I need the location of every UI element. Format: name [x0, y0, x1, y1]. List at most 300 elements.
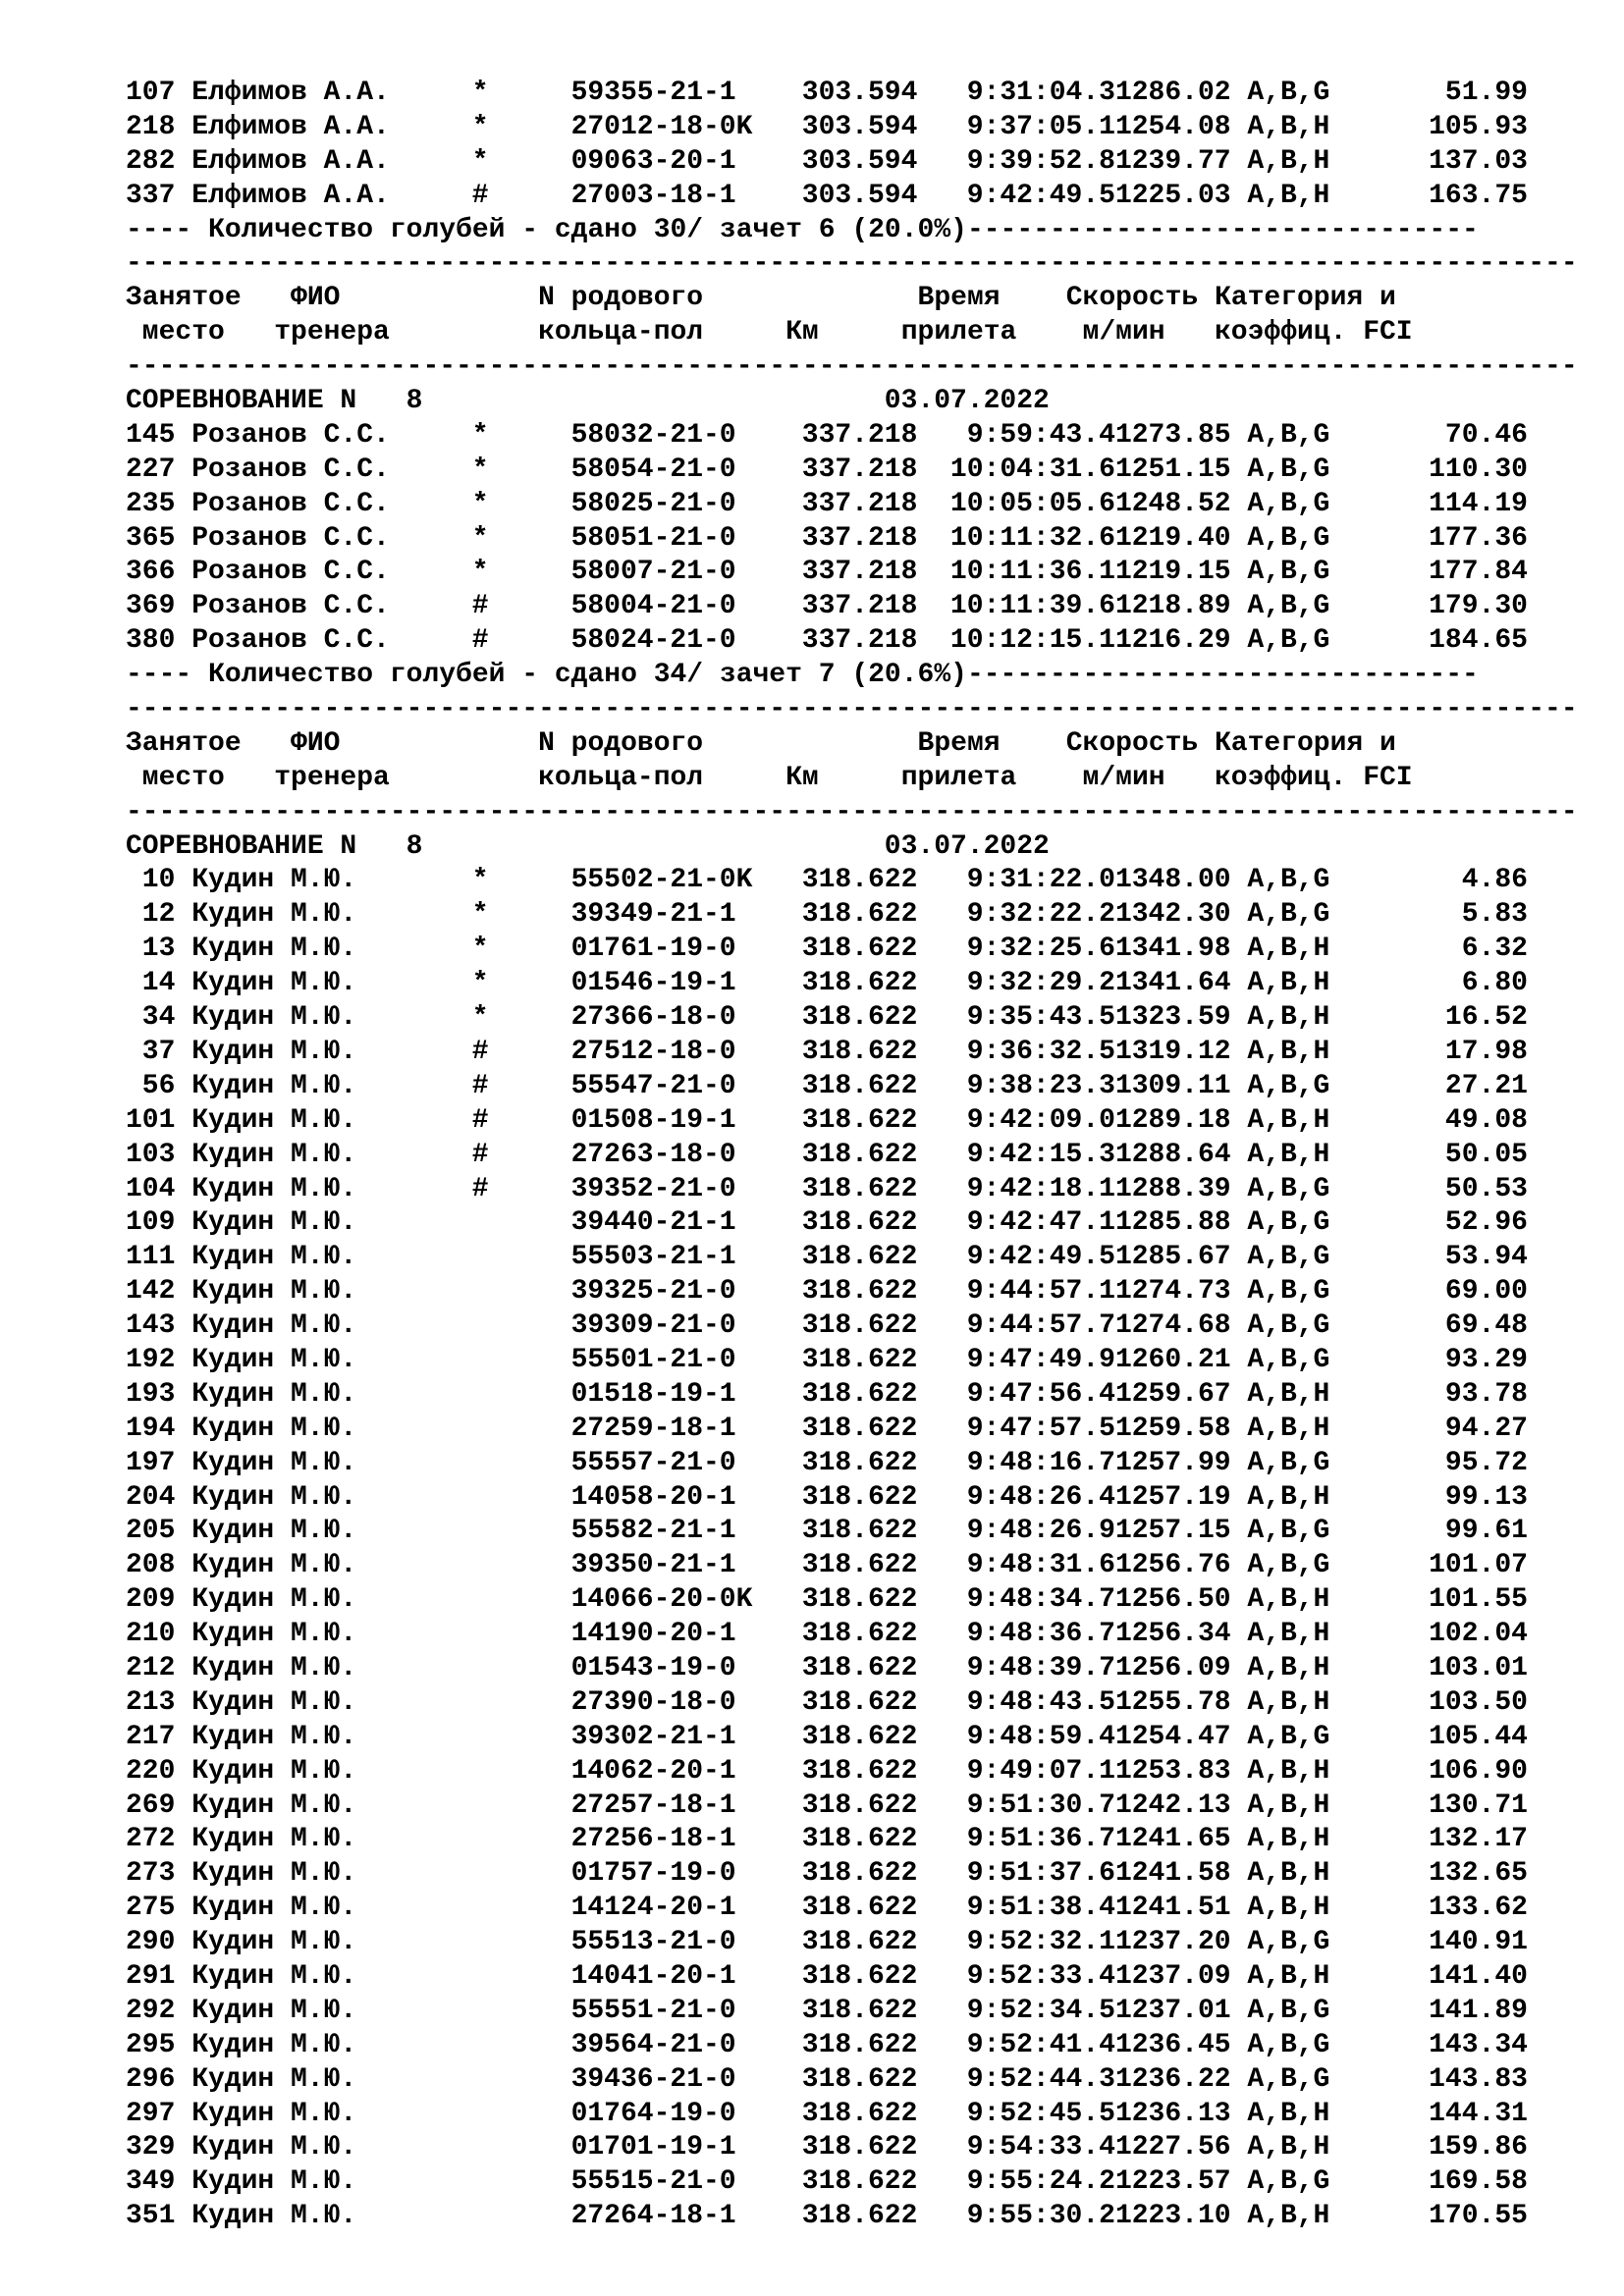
- fci-cell: 4.86: [1461, 865, 1528, 896]
- trainer-name-cell: Кудин М.Ю.: [191, 2029, 357, 2060]
- speed-cell: 1225.03: [1114, 180, 1231, 211]
- arrival-time-cell: 9:55:24.2: [966, 2166, 1115, 2198]
- place-cell: 103: [126, 1139, 176, 1170]
- speed-cell: 1259.58: [1114, 1413, 1231, 1444]
- place-cell: 275: [126, 1893, 176, 1924]
- fci-cell: 50.05: [1444, 1139, 1528, 1170]
- distance-cell: 318.622: [801, 2132, 918, 2163]
- trainer-name-cell: Кудин М.Ю.: [191, 1070, 357, 1101]
- speed-cell: 1251.15: [1114, 454, 1231, 485]
- table-row: [126, 145, 1598, 180]
- speed-cell: 1285.67: [1114, 1242, 1231, 1273]
- place-cell: 209: [126, 1584, 176, 1616]
- category-value: A,B,G: [1247, 1516, 1330, 1547]
- place-cell: 204: [126, 1481, 176, 1513]
- speed-cell: 1237.09: [1114, 1960, 1231, 1992]
- table-row: [126, 1926, 1598, 1960]
- distance-cell: 318.622: [801, 1207, 918, 1239]
- arrival-time-cell: 9:42:49.5: [966, 1242, 1115, 1273]
- trainer-name-cell: Кудин М.Ю.: [191, 1927, 357, 1958]
- speed-cell: 1254.08: [1114, 111, 1231, 142]
- place-cell: 13: [141, 934, 176, 965]
- speed-cell: 1256.09: [1114, 1652, 1231, 1683]
- distance-cell: 318.622: [801, 1002, 918, 1034]
- flag-cell: *: [471, 111, 489, 142]
- trainer-name-cell: Кудин М.Ю.: [191, 968, 357, 999]
- ring-number-cell: 09063-20-1: [570, 145, 736, 177]
- table-row: [126, 624, 1598, 659]
- competition-date: 03.07.2022: [884, 830, 1050, 862]
- table-row: [126, 2029, 1598, 2063]
- distance-cell: 318.622: [801, 1378, 918, 1410]
- category-cell: [1231, 2063, 1363, 2098]
- trainer-name-cell: Кудин М.Ю.: [191, 1036, 357, 1067]
- arrival-time-cell: 9:48:59.4: [966, 1721, 1115, 1752]
- category-cell: [1231, 454, 1363, 488]
- ring-number-cell: 14066-20-0K: [570, 1584, 753, 1616]
- arrival-time-cell: 9:52:44.3: [966, 2063, 1115, 2095]
- competition-date: 03.07.2022: [884, 386, 1050, 417]
- category-value: A,B,G: [1247, 1070, 1330, 1101]
- speed-cell: 1219.40: [1114, 522, 1231, 554]
- column-header-row-1: Занятое ФИО N родового Время Скорость Категория и: [126, 283, 1396, 314]
- table-row: [126, 454, 1598, 488]
- trainer-name-cell: Кудин М.Ю.: [191, 2201, 357, 2232]
- fci-cell: 177.84: [1429, 557, 1528, 588]
- category-cell: [1231, 1755, 1363, 1789]
- place-cell: 380: [126, 625, 176, 657]
- distance-cell: 318.622: [801, 1584, 918, 1616]
- flag-cell: *: [471, 145, 489, 177]
- fci-cell: 105.93: [1429, 111, 1528, 142]
- arrival-time-cell: 9:52:34.5: [966, 1995, 1115, 2026]
- category-cell: [1231, 590, 1363, 624]
- fci-cell: 170.55: [1429, 2201, 1528, 2232]
- place-cell: 329: [126, 2132, 176, 2163]
- category-cell: [1231, 1652, 1363, 1686]
- place-cell: 212: [126, 1652, 176, 1683]
- table-row: [126, 1413, 1598, 1447]
- arrival-time-cell: 9:38:23.3: [966, 1070, 1115, 1101]
- fci-cell: 95.72: [1444, 1447, 1528, 1478]
- table-row: [126, 1481, 1598, 1516]
- fci-cell: 103.01: [1429, 1652, 1528, 1683]
- category-value: A,B,G: [1247, 625, 1330, 657]
- trainer-name-cell: Кудин М.Ю.: [191, 1652, 357, 1683]
- place-cell: 290: [126, 1927, 176, 1958]
- arrival-time-cell: 9:52:45.5: [966, 2098, 1115, 2129]
- trainer-name-cell: Кудин М.Ю.: [191, 1207, 357, 1239]
- category-value: A,B,H: [1247, 1652, 1330, 1683]
- ring-number-cell: 39564-21-0: [570, 2029, 736, 2060]
- place-cell: 366: [126, 557, 176, 588]
- arrival-time-cell: 9:47:49.9: [966, 1344, 1115, 1375]
- arrival-time-cell: 9:42:18.1: [966, 1173, 1115, 1204]
- speed-cell: 1341.64: [1114, 968, 1231, 999]
- table-row: [126, 1344, 1598, 1378]
- place-cell: 269: [126, 1789, 176, 1821]
- table-row: [126, 1275, 1598, 1309]
- place-cell: 194: [126, 1413, 176, 1444]
- speed-cell: 1242.13: [1114, 1789, 1231, 1821]
- place-cell: 272: [126, 1824, 176, 1855]
- speed-cell: 1227.56: [1114, 2132, 1231, 2163]
- trainer-name-cell: Кудин М.Ю.: [191, 1481, 357, 1513]
- speed-cell: 1236.22: [1114, 2063, 1231, 2095]
- ring-number-cell: 39302-21-1: [570, 1721, 736, 1752]
- category-cell: [1231, 145, 1363, 180]
- fci-cell: 69.48: [1444, 1310, 1528, 1342]
- category-cell: [1231, 1789, 1363, 1824]
- ring-number-cell: 55503-21-1: [570, 1242, 736, 1273]
- arrival-time-cell: 9:51:36.7: [966, 1824, 1115, 1855]
- trainer-name-cell: Кудин М.Ю.: [191, 2098, 357, 2129]
- table-row: [126, 1618, 1598, 1652]
- place-cell: 208: [126, 1550, 176, 1581]
- speed-cell: 1223.57: [1114, 2166, 1231, 2198]
- arrival-time-cell: 10:05:05.6: [949, 488, 1115, 519]
- flag-cell: #: [471, 1104, 489, 1136]
- speed-cell: 1241.51: [1114, 1893, 1231, 1924]
- results-document: [126, 77, 1598, 2234]
- arrival-time-cell: 10:11:32.6: [949, 522, 1115, 554]
- category-cell: [1231, 1686, 1363, 1721]
- arrival-time-cell: 9:39:52.8: [966, 145, 1115, 177]
- table-row: [126, 967, 1598, 1001]
- speed-cell: 1256.50: [1114, 1584, 1231, 1616]
- table-row: [126, 556, 1598, 590]
- speed-cell: 1273.85: [1114, 419, 1231, 451]
- category-cell: [1231, 111, 1363, 145]
- place-cell: 291: [126, 1960, 176, 1992]
- category-cell: [1231, 488, 1363, 522]
- place-cell: 104: [126, 1173, 176, 1204]
- fci-cell: 105.44: [1429, 1721, 1528, 1752]
- distance-cell: 318.622: [801, 1344, 918, 1375]
- separator-dashes: ----------------------------------------------------------------------------------------: [126, 351, 1578, 383]
- arrival-time-cell: 9:48:34.7: [966, 1584, 1115, 1616]
- arrival-time-cell: 9:42:49.5: [966, 180, 1115, 211]
- distance-cell: 337.218: [801, 591, 918, 622]
- flag-cell: #: [471, 1173, 489, 1204]
- ring-number-cell: 14190-20-1: [570, 1619, 736, 1650]
- fci-cell: 130.71: [1429, 1789, 1528, 1821]
- trainer-name-cell: Розанов С.С.: [191, 454, 390, 485]
- arrival-time-cell: 10:11:39.6: [949, 591, 1115, 622]
- place-cell: 217: [126, 1721, 176, 1752]
- arrival-time-cell: 9:48:26.4: [966, 1481, 1115, 1513]
- place-cell: 37: [141, 1036, 176, 1067]
- place-cell: 282: [126, 145, 176, 177]
- column-header-row-2: место тренера кольца-пол Км прилета м/мин коэффиц. FCI: [126, 762, 1413, 793]
- category-value: A,B,H: [1247, 934, 1330, 965]
- place-cell: 111: [126, 1242, 176, 1273]
- trainer-name-cell: Кудин М.Ю.: [191, 2166, 357, 2198]
- distance-cell: 318.622: [801, 1824, 918, 1855]
- place-cell: 218: [126, 111, 176, 142]
- arrival-time-cell: 9:36:32.5: [966, 1036, 1115, 1067]
- arrival-time-cell: 9:48:43.5: [966, 1686, 1115, 1718]
- trainer-name-cell: Кудин М.Ю.: [191, 1413, 357, 1444]
- category-value: A,B,G: [1247, 1344, 1330, 1375]
- ring-number-cell: 27003-18-1: [570, 180, 736, 211]
- distance-cell: 318.622: [801, 1242, 918, 1273]
- fci-cell: 163.75: [1429, 180, 1528, 211]
- trainer-name-cell: Кудин М.Ю.: [191, 1789, 357, 1821]
- table-row: [126, 1823, 1598, 1857]
- distance-cell: 318.622: [801, 1652, 918, 1683]
- speed-cell: 1237.01: [1114, 1995, 1231, 2026]
- distance-cell: 318.622: [801, 1173, 918, 1204]
- speed-cell: 1257.19: [1114, 1481, 1231, 1513]
- ring-number-cell: 39325-21-0: [570, 1276, 736, 1308]
- speed-cell: 1323.59: [1114, 1002, 1231, 1034]
- arrival-time-cell: 9:51:30.7: [966, 1789, 1115, 1821]
- category-cell: [1231, 864, 1363, 898]
- distance-cell: 318.622: [801, 899, 918, 931]
- category-value: A,B,H: [1247, 1824, 1330, 1855]
- category-cell: [1231, 1583, 1363, 1618]
- category-cell: [1231, 1926, 1363, 1960]
- table-row: [126, 1173, 1598, 1207]
- fci-cell: 103.50: [1429, 1686, 1528, 1718]
- distance-cell: 318.622: [801, 1310, 918, 1342]
- distance-cell: 318.622: [801, 1276, 918, 1308]
- category-value: A,B,G: [1247, 2166, 1330, 2198]
- ring-number-cell: 39436-21-0: [570, 2063, 736, 2095]
- competition-heading: [126, 385, 1598, 419]
- fci-cell: 137.03: [1429, 145, 1528, 177]
- ring-number-cell: 55551-21-0: [570, 1995, 736, 2026]
- table-row: [126, 180, 1598, 214]
- fci-cell: 140.91: [1429, 1927, 1528, 1958]
- table-row: [126, 522, 1598, 557]
- speed-cell: 1219.15: [1114, 557, 1231, 588]
- arrival-time-cell: 10:12:15.1: [949, 625, 1115, 657]
- arrival-time-cell: 9:48:26.9: [966, 1516, 1115, 1547]
- speed-cell: 1237.20: [1114, 1927, 1231, 1958]
- category-cell: [1231, 419, 1363, 454]
- ring-number-cell: 39350-21-1: [570, 1550, 736, 1581]
- fci-cell: 6.32: [1461, 934, 1528, 965]
- fci-cell: 93.78: [1444, 1378, 1528, 1410]
- table-row: [126, 864, 1598, 898]
- trainer-name-cell: Кудин М.Ю.: [191, 934, 357, 965]
- fci-cell: 50.53: [1444, 1173, 1528, 1204]
- category-cell: [1231, 1309, 1363, 1344]
- trainer-name-cell: Кудин М.Ю.: [191, 899, 357, 931]
- category-cell: [1231, 1549, 1363, 1583]
- place-cell: 145: [126, 419, 176, 451]
- speed-cell: 1260.21: [1114, 1344, 1231, 1375]
- trainer-name-cell: Кудин М.Ю.: [191, 1139, 357, 1170]
- place-cell: 107: [126, 78, 176, 108]
- arrival-time-cell: 9:44:57.1: [966, 1276, 1115, 1308]
- category-cell: [1231, 1515, 1363, 1549]
- flag-cell: #: [471, 591, 489, 622]
- ring-number-cell: 27012-18-0K: [570, 111, 753, 142]
- table-row: [126, 1652, 1598, 1686]
- flag-cell: #: [471, 1070, 489, 1101]
- trainer-name-cell: Кудин М.Ю.: [191, 1858, 357, 1890]
- trainer-name-cell: Кудин М.Ю.: [191, 1995, 357, 2026]
- category-cell: [1231, 1139, 1363, 1173]
- fci-cell: 69.00: [1444, 1276, 1528, 1308]
- table-row: [126, 1583, 1598, 1618]
- speed-cell: 1236.45: [1114, 2029, 1231, 2060]
- distance-cell: 337.218: [801, 419, 918, 451]
- arrival-time-cell: 9:51:37.6: [966, 1858, 1115, 1890]
- table-row: [126, 1960, 1598, 1995]
- arrival-time-cell: 9:59:43.4: [966, 419, 1115, 451]
- table-row: [126, 1549, 1598, 1583]
- trainer-name-cell: Кудин М.Ю.: [191, 1550, 357, 1581]
- table-row: [126, 1104, 1598, 1139]
- separator-line: [126, 693, 1598, 727]
- category-value: A,B,G: [1247, 1447, 1330, 1478]
- category-value: A,B,G: [1247, 2029, 1330, 2060]
- table-row: [126, 1857, 1598, 1892]
- trainer-name-cell: Кудин М.Ю.: [191, 1721, 357, 1752]
- distance-cell: 318.622: [801, 1447, 918, 1478]
- fci-cell: 51.99: [1444, 78, 1528, 108]
- category-value: A,B,G: [1247, 1310, 1330, 1342]
- trainer-name-cell: Кудин М.Ю.: [191, 1893, 357, 1924]
- table-row: [126, 1378, 1598, 1413]
- fci-cell: 143.34: [1429, 2029, 1528, 2060]
- distance-cell: 318.622: [801, 1139, 918, 1170]
- fci-cell: 16.52: [1444, 1002, 1528, 1034]
- ring-number-cell: 39352-21-0: [570, 1173, 736, 1204]
- ring-number-cell: 14062-20-1: [570, 1755, 736, 1787]
- trainer-name-cell: Розанов С.С.: [191, 625, 390, 657]
- trainer-name-cell: Елфимов А.А.: [191, 180, 390, 211]
- category-value: A,B,H: [1247, 2132, 1330, 2163]
- fci-cell: 53.94: [1444, 1242, 1528, 1273]
- category-value: A,B,H: [1247, 145, 1330, 177]
- distance-cell: 318.622: [801, 1516, 918, 1547]
- fci-cell: 99.13: [1444, 1481, 1528, 1513]
- category-cell: [1231, 1173, 1363, 1207]
- category-value: A,B,G: [1247, 1207, 1330, 1239]
- distance-cell: 318.622: [801, 1960, 918, 1992]
- fci-cell: 106.90: [1429, 1755, 1528, 1787]
- distance-cell: 303.594: [801, 145, 918, 177]
- arrival-time-cell: 9:52:41.4: [966, 2029, 1115, 2060]
- ring-number-cell: 14124-20-1: [570, 1893, 736, 1924]
- category-value: A,B,H: [1247, 1481, 1330, 1513]
- speed-cell: 1319.12: [1114, 1036, 1231, 1067]
- ring-number-cell: 27512-18-0: [570, 1036, 736, 1067]
- category-value: A,B,G: [1247, 899, 1330, 931]
- ring-number-cell: 01543-19-0: [570, 1652, 736, 1683]
- distance-cell: 318.622: [801, 1070, 918, 1101]
- column-header-row-1: Занятое ФИО N родового Время Скорость Категория и: [126, 727, 1396, 759]
- speed-cell: 1255.78: [1114, 1686, 1231, 1718]
- category-value: A,B,H: [1247, 1755, 1330, 1787]
- category-cell: [1231, 2098, 1363, 2132]
- speed-cell: 1342.30: [1114, 899, 1231, 931]
- category-value: A,B,H: [1247, 180, 1330, 211]
- category-value: A,B,G: [1247, 1276, 1330, 1308]
- table-row: [126, 2200, 1598, 2234]
- table-row: [126, 1309, 1598, 1344]
- flag-cell: #: [471, 1139, 489, 1170]
- speed-cell: 1309.11: [1114, 1070, 1231, 1101]
- category-cell: [1231, 1241, 1363, 1275]
- category-cell: [1231, 522, 1363, 557]
- place-cell: 193: [126, 1378, 176, 1410]
- distance-cell: 318.622: [801, 1893, 918, 1924]
- place-cell: 292: [126, 1995, 176, 2026]
- category-value: A,B,H: [1247, 1960, 1330, 1992]
- trainer-name-cell: Розанов С.С.: [191, 591, 390, 622]
- separator-dashes: ----------------------------------------------------------------------------------------: [126, 248, 1578, 280]
- fci-cell: 132.65: [1429, 1858, 1528, 1890]
- fci-cell: 102.04: [1429, 1619, 1528, 1650]
- fci-cell: 94.27: [1444, 1413, 1528, 1444]
- trainer-name-cell: Розанов С.С.: [191, 488, 390, 519]
- distance-cell: 318.622: [801, 2098, 918, 2129]
- distance-cell: 318.622: [801, 2201, 918, 2232]
- category-value: A,B,G: [1247, 1550, 1330, 1581]
- distance-cell: 318.622: [801, 1755, 918, 1787]
- table-row: [126, 1892, 1598, 1926]
- trainer-name-cell: Кудин М.Ю.: [191, 2132, 357, 2163]
- trainer-name-cell: Кудин М.Ю.: [191, 1619, 357, 1650]
- distance-cell: 337.218: [801, 454, 918, 485]
- table-row: [126, 1036, 1598, 1070]
- fci-cell: 169.58: [1429, 2166, 1528, 2198]
- arrival-time-cell: 9:52:32.1: [966, 1927, 1115, 1958]
- arrival-time-cell: 9:48:16.7: [966, 1447, 1115, 1478]
- distance-cell: 337.218: [801, 557, 918, 588]
- place-cell: 14: [141, 968, 176, 999]
- category-value: A,B,G: [1247, 454, 1330, 485]
- category-value: A,B,G: [1247, 1242, 1330, 1273]
- distance-cell: 318.622: [801, 1789, 918, 1821]
- table-row: [126, 1447, 1598, 1481]
- ring-number-cell: 39349-21-1: [570, 899, 736, 931]
- category-cell: [1231, 1481, 1363, 1516]
- ring-number-cell: 39309-21-0: [570, 1310, 736, 1342]
- arrival-time-cell: 9:47:56.4: [966, 1378, 1115, 1410]
- speed-cell: 1257.99: [1114, 1447, 1231, 1478]
- flag-cell: *: [471, 1002, 489, 1034]
- category-cell: [1231, 1275, 1363, 1309]
- distance-cell: 318.622: [801, 1721, 918, 1752]
- fci-cell: 6.80: [1461, 968, 1528, 999]
- trainer-name-cell: Розанов С.С.: [191, 557, 390, 588]
- category-cell: [1231, 1206, 1363, 1241]
- arrival-time-cell: 9:42:15.3: [966, 1139, 1115, 1170]
- separator-line: [126, 350, 1598, 385]
- category-value: A,B,G: [1247, 78, 1330, 108]
- fci-cell: 52.96: [1444, 1207, 1528, 1239]
- speed-cell: 1236.13: [1114, 2098, 1231, 2129]
- category-cell: [1231, 2165, 1363, 2200]
- speed-cell: 1241.65: [1114, 1824, 1231, 1855]
- category-cell: [1231, 1995, 1363, 2029]
- fci-cell: 99.61: [1444, 1516, 1528, 1547]
- fci-cell: 132.17: [1429, 1824, 1528, 1855]
- place-cell: 142: [126, 1276, 176, 1308]
- flag-cell: *: [471, 488, 489, 519]
- category-cell: [1231, 1344, 1363, 1378]
- flag-cell: *: [471, 78, 489, 108]
- distance-cell: 318.622: [801, 1686, 918, 1718]
- category-value: A,B,G: [1247, 865, 1330, 896]
